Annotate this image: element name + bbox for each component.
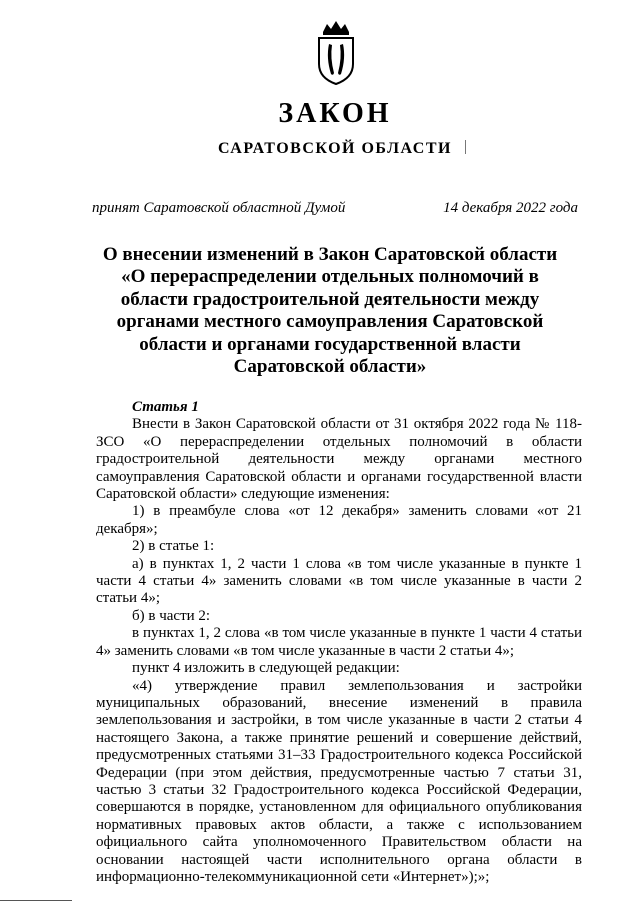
paragraph: 1) в преамбуле слова «от 12 декабря» заменить словами «от 21 декабря»; <box>96 503 582 537</box>
paragraph: 2) в статье 1: <box>132 538 215 555</box>
divider <box>0 900 72 901</box>
law-title-line: Саратовской области» <box>233 356 427 378</box>
paragraph: в пунктах 1, 2 слова «в том числе указанные в пункте 1 части 4 статьи 4» заменить словами «в том числе указанные в части 2 статьи 4»; <box>96 625 582 659</box>
law-title-line: органами местного самоуправления Саратовской <box>116 311 544 333</box>
law-title <box>80 244 580 378</box>
document-subtitle: САРАТОВСКОЙ ОБЛАСТИ <box>218 140 452 157</box>
saratov-coat-of-arms-icon <box>311 18 361 88</box>
law-title-line: «О перераспределении отдельных полномочий в <box>121 266 539 288</box>
paragraph: а) в пунктах 1, 2 части 1 слова «в том числе указанные в пункте 1 части 4 статьи 4» заменить словами «в том числе указанные в части 2 статьи 4»; <box>96 555 582 607</box>
paragraph: пункт 4 изложить в следующей редакции: <box>132 660 400 677</box>
document-title: ЗАКОН <box>278 98 392 129</box>
law-title-line: области и органами государственной власти <box>139 333 521 355</box>
paragraph: «4) утверждение правил землепользования и застройки муниципальных образований, внесение изменений в правила землепользования и застройки, в том числе указанные в части 2 статьи 4 настоящего Закона, а также принятие решений и совершение действий, предусмотренных статьями 31–33 Градостроительного кодекса Российской Федерации (при этом действия, предусмотренные частью 7 статьи 31, частью 3 статьи 32 Градостроительного кодекса Российской Федерации, совершаются в порядке, установленном для официального опубликования нормативных правовых актов области, а также с использованием официального сайта уполномоченного Правительством области на основании настоящей части исполнительного органа области в информационно-телекоммуникационной сети «Интернет»);»; <box>96 677 582 885</box>
paragraph: Внести в Закон Саратовской области от 31 октября 2022 года № 118-ЗСО «О перераспределении отдельных полномочий в области градостроительной деятельности между органами местного самоуправления Саратовской области и органами государственной власти Саратовской области» следующие изменения: <box>96 416 582 503</box>
adopted-by: принят Саратовской областной Думой <box>92 200 346 216</box>
article-heading: Статья 1 <box>132 399 199 415</box>
law-title-line: О внесении изменений в Закон Саратовской области <box>102 244 558 265</box>
paragraph: б) в части 2: <box>132 607 211 624</box>
scan-mark <box>465 140 468 154</box>
adoption-line <box>92 200 578 217</box>
law-body <box>96 399 582 886</box>
adoption-date: 14 декабря 2022 года <box>443 200 578 216</box>
law-title-line: области градостроительной деятельности между <box>120 288 540 310</box>
